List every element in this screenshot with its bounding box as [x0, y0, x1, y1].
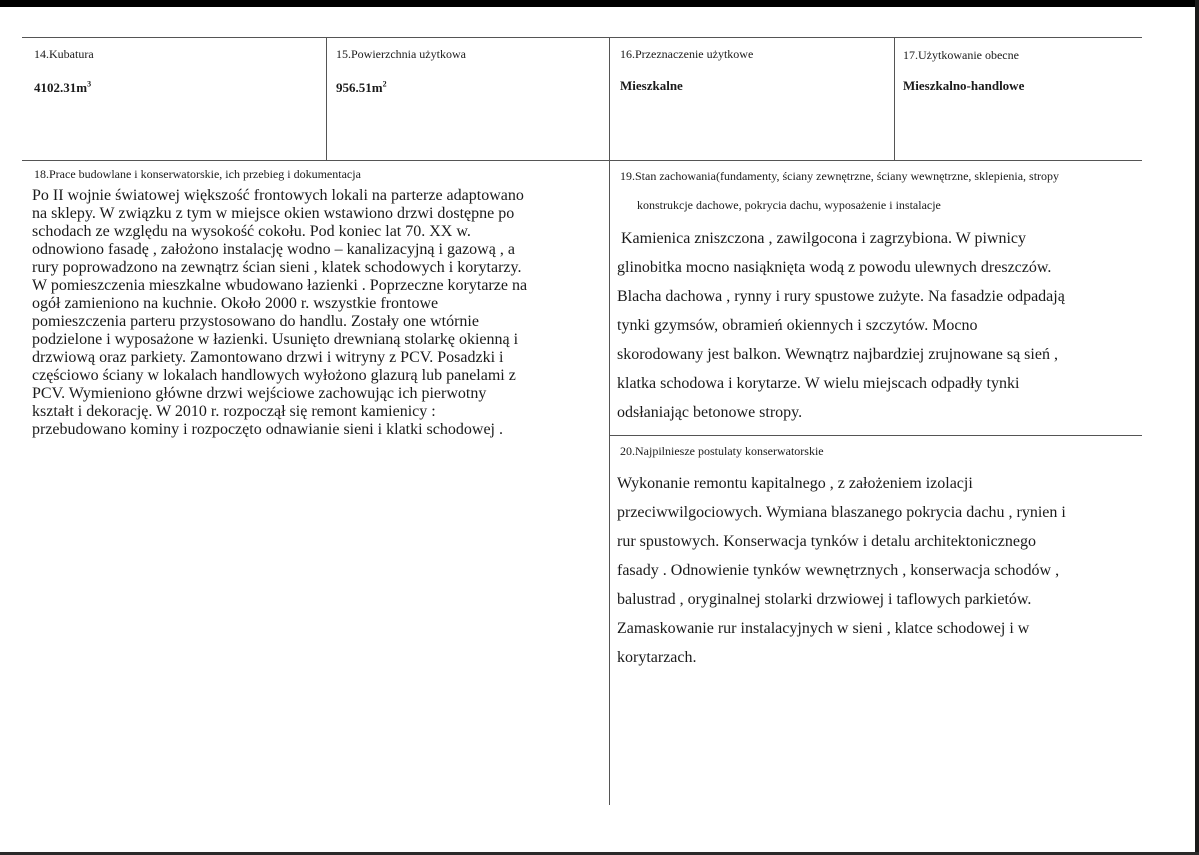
postulaty-text	[617, 469, 1117, 672]
powierzchnia-label: 15.Powierzchnia użytkowa	[336, 47, 466, 61]
kubatura-value: $4102.31m^3$	[34, 79, 92, 95]
stan-zachowania-label: 19.Stan zachowania(fundamenty, ściany zewnętrzne, ściany wewnętrzne, sklepienia, stropy	[620, 169, 1060, 183]
text-line: Po II wojnie światowej większość frontowych lokali na parterze adaptowano	[32, 187, 524, 204]
text-line: fasady . Odnowienie tynków wewnętrznych , konserwacja schodów ,	[617, 562, 1060, 579]
text-line: Blacha dachowa , rynny i rury spustowe zużyte. Na fasadzie odpadają	[617, 288, 1065, 305]
text-line: przebudowano kominy i rozpoczęto odnawianie sieni i klatki schodowej .	[32, 421, 503, 438]
text-line: skorodowany jest balkon. Wewnątrz najbardziej zrujnowane są sień ,	[617, 346, 1058, 363]
scan-top-edge	[0, 0, 1199, 7]
stan-zachowania-label-cont: konstrukcje dachowe, pokrycia dachu, wyposażenie i instalacje	[637, 198, 941, 212]
uzytkowanie-label: 17.Użytkowanie obecne	[903, 48, 1019, 62]
text-line: tynki gzymsów, obramień okiennych i szczytów. Mocno	[617, 317, 978, 334]
scan-right-edge	[1195, 0, 1199, 855]
przeznaczenie-value: Mieszkalne	[620, 78, 683, 93]
text-line: PCV. Wymieniono główne drzwi wejściowe zachowując ich pierwotny	[32, 385, 487, 402]
col-divider-center	[609, 37, 610, 805]
text-line: częściowo ściany w lokalach handlowych wyłożono glazurą lub panelami z	[32, 367, 516, 384]
uzytkowanie-value: Mieszkalno-handlowe	[903, 78, 1025, 93]
text-line: na sklepy. W związku z tym w miejsce okien wstawiono drzwi dostępne po	[32, 205, 515, 222]
text-line: balustrad , oryginalnej stolarki drzwiowej i taflowych parkietów.	[617, 591, 1032, 608]
postulaty-label: 20.Najpilniesze postulaty konserwatorskie	[620, 444, 824, 458]
text-line: schodach ze względu na wysokość cokołu. Pod koniec lat 70. XX w.	[32, 223, 471, 240]
col-divider-1	[326, 37, 327, 160]
text-line: korytarzach.	[617, 649, 697, 666]
text-line: ogół zamieniono na kuchnie. Około 2000 r. wszystkie frontowe	[32, 295, 439, 312]
col-divider-3	[894, 37, 895, 160]
stan-zachowania-text	[617, 224, 1117, 427]
przeznaczenie-label: 16.Przeznaczenie użytkowe	[620, 47, 754, 61]
text-line: drzwiową oraz parkiety. Zamontowano drzwi i witryny z PCV. Posadzki i	[32, 349, 504, 366]
text-line: glinobitka mocno nasiąknięta wodą z powodu ulewnych dreszczów.	[617, 259, 1052, 276]
prace-budowlane-label: 18.Prace budowlane i konserwatorskie, ich przebieg i dokumentacja	[34, 167, 361, 181]
text-line: rury poprowadzono na zewnątrz ścian sieni , klatek schodowych i korytarzy.	[32, 259, 522, 276]
text-line: Wykonanie remontu kapitalnego , z założeniem izolacji	[617, 475, 973, 492]
text-line: Zamaskowanie rur instalacyjnych w sieni , klatce schodowej i w	[617, 620, 1030, 637]
text-line: kształt i dekorację. W 2010 r. rozpoczął się remont kamienicy :	[32, 403, 436, 420]
row-divider	[22, 160, 1142, 161]
text-line: odnowiono fasadę , założono instalację wodno – kanalizacyjną i gazową , a	[32, 241, 515, 258]
text-line: klatka schodowa i korytarze. W wielu miejscach odpadły tynki	[617, 375, 1020, 392]
table-top-border	[22, 37, 1142, 38]
kubatura-label: 14.Kubatura	[34, 47, 94, 61]
text-line: pomieszczenia parteru przystosowano do handlu. Zostały one wtórnie	[32, 313, 479, 330]
prace-budowlane-text	[32, 187, 572, 439]
text-line: odsłaniając betonowe stropy.	[617, 404, 803, 421]
powierzchnia-value: $956.51m^2$	[336, 79, 387, 95]
text-line: przeciwwilgociowych. Wymiana blaszanego pokrycia dachu , rynien i	[617, 504, 1066, 521]
text-line: W pomieszczenia mieszkalne wbudowano łazienki . Poprzeczne korytarze na	[32, 277, 528, 294]
text-line: rur spustowych. Konserwacja tynków i detalu architektonicznego	[617, 533, 1036, 550]
text-line: podzielone i wyposażone w łazienki. Usunięto drewnianą stolarkę okienną i	[32, 331, 519, 348]
text-line: Kamienica zniszczona , zawilgocona i zagrzybiona. W piwnicy	[621, 230, 1027, 247]
right-column-divider	[609, 435, 1142, 436]
